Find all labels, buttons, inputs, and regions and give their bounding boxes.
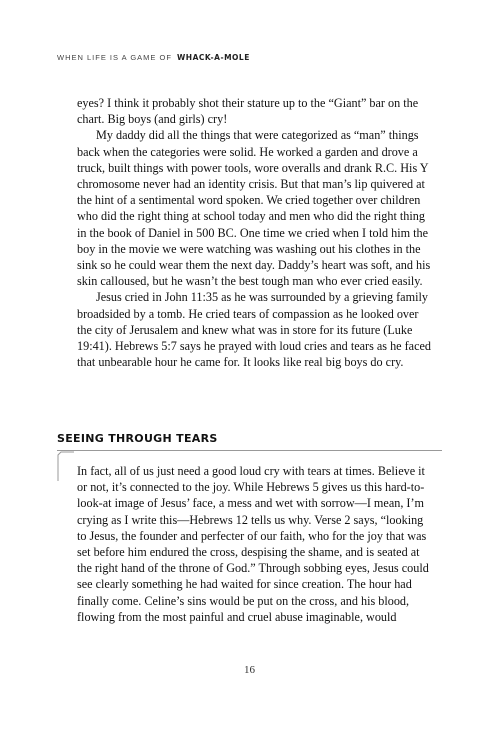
paragraph: My daddy did all the things that were categorized as “man” things back when the categories were solid. He worked a garden and drove a truck, built things with power tools, wore overalls and drank R.C. His Y chromosome never had an identity crisis. But that man’s lip quivered at the hint of a sentimental word spoken. We cried together over children who did the right thing at school today and men who did the right thing in the book of Daniel in 500 BC. One time we cried when I told him the boy in the movie we were watching was washing out his clothes in the sink so he could wear them the next day. Daddy’s heart was soft, and his skin calloused, but he wasn’t the best tough man who ever cried easily. <box>77 128 431 289</box>
running-header-title: WHEN LIFE IS A GAME OF <box>57 53 172 62</box>
paragraph: Jesus cried in John 11:35 as he was surrounded by a grieving family broadsided by a tomb. He cried tears of compassion as he looked over the city of Jerusalem and knew what was in store for its future (Luke 19:41). Hebrews 5:7 says he prayed with loud cries and tears as he faced that unbearable hour he came for. It looks like real big boys do cry. <box>77 290 431 370</box>
section-divider <box>57 450 442 451</box>
page-number: 16 <box>244 664 255 676</box>
running-header <box>57 53 250 62</box>
section-text <box>77 463 435 625</box>
running-header-brand: WHACK-A-MOLE <box>177 53 250 62</box>
paragraph: eyes? I think it probably shot their stature up to the “Giant” bar on the chart. Big boys (and girls) cry! <box>77 96 419 127</box>
body-text <box>77 95 435 370</box>
section-bracket-icon <box>57 451 75 481</box>
paragraph: In fact, all of us just need a good loud cry with tears at times. Believe it or not, it’s connected to the joy. While Hebrews 5 gives us this hard-to-look-at image of Jesus’ face, a mess and wet with sorrow—I mean, I’m crying as I write this—Hebrews 12 tells us why. Verse 2 says, “looking to Jesus, the founder and perfecter of our faith, who for the joy that was set before him endured the cross, despising the shame, and is seated at the right hand of the throne of God.” Through sobbing eyes, Jesus could see clearly something he had waited for since creation. The hour had finally come. Celine’s sins would be put on the cross, and his blood, flowing from the most painful and cruel abuse imaginable, would <box>77 464 429 624</box>
section-heading: SEEING THROUGH TEARS <box>57 432 218 445</box>
